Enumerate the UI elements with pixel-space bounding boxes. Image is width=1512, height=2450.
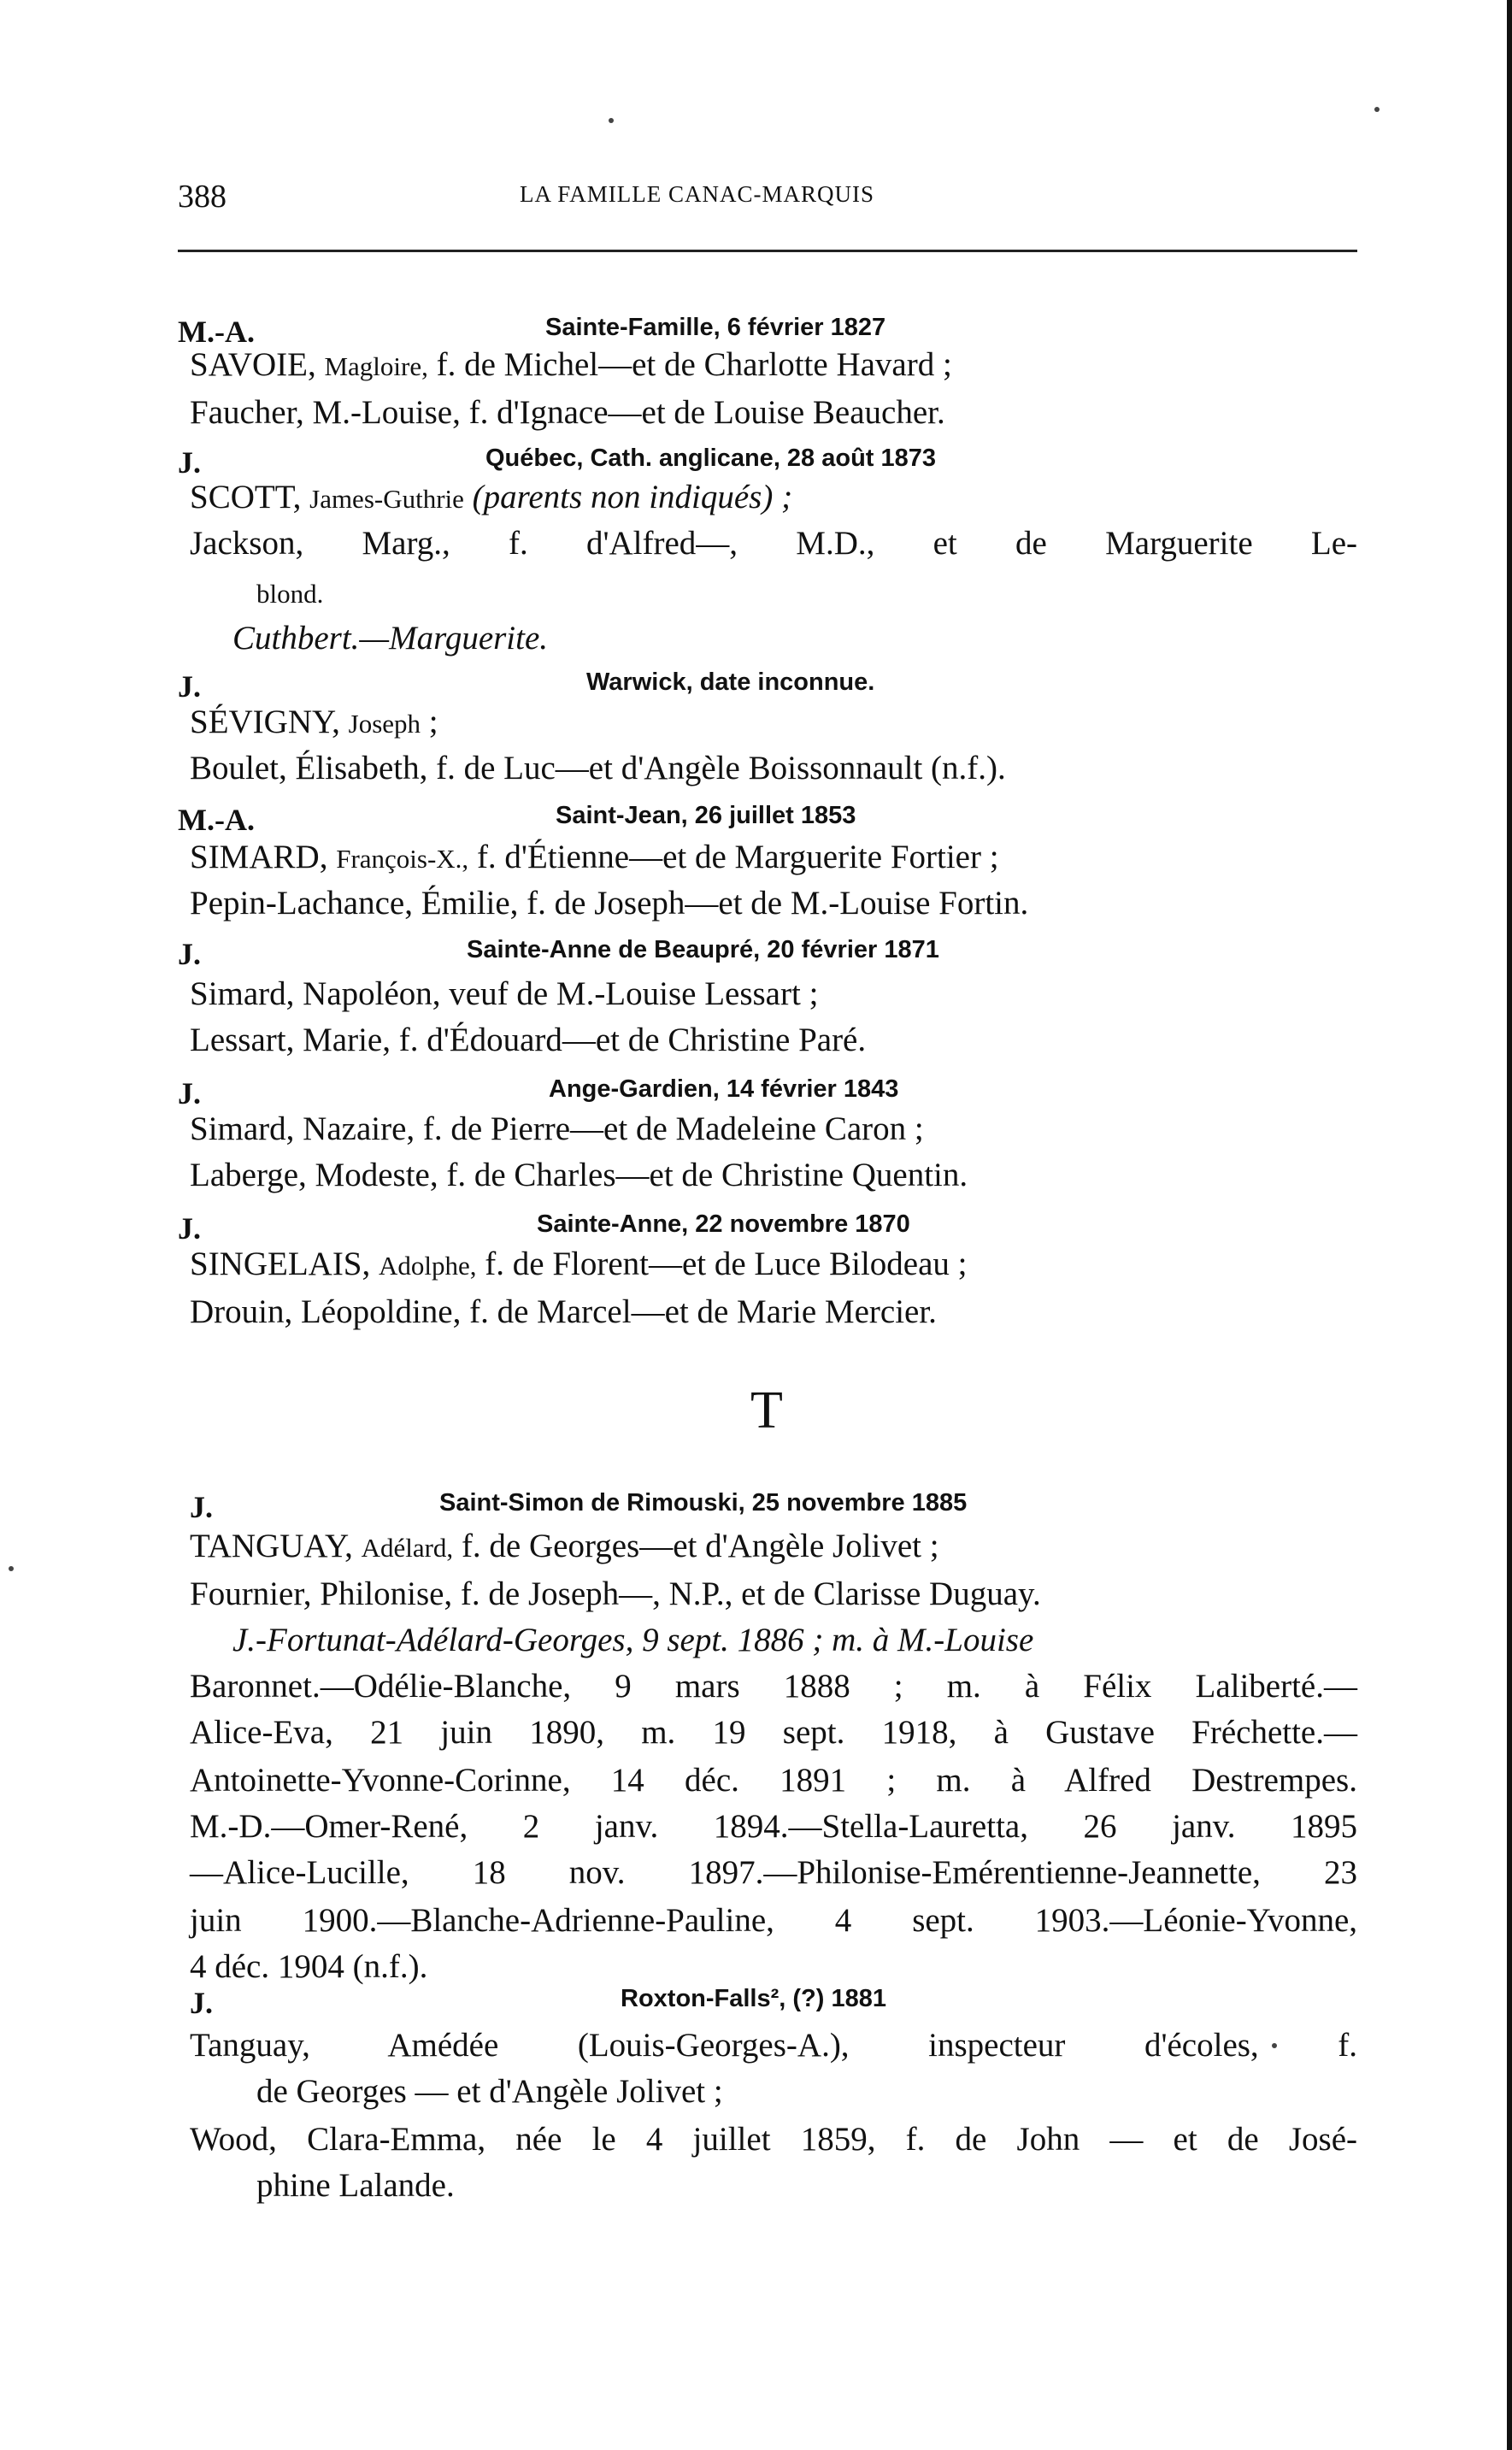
spouse-line: Jackson, Marg., f. d'Alfred—, M.D., et de Marguerite Le-: [190, 525, 1357, 562]
spouse-surname: SAVOIE,: [190, 346, 316, 383]
entry-code: J.: [178, 445, 201, 480]
spouse-line-continued: phine Lalande.: [256, 2167, 455, 2204]
spouse-line: Drouin, Léopoldine, f. de Marcel—et de Marie Mercier.: [190, 1293, 937, 1330]
entry-header: [178, 1210, 1357, 1245]
page-number: 388: [178, 179, 227, 215]
entry-code: M.-A.: [178, 803, 255, 837]
spouse-line: [190, 345, 952, 384]
speck: [9, 1566, 14, 1571]
entry-location: Sainte-Anne, 22 novembre 1870: [537, 1210, 910, 1238]
spouse-details: f. d'Étienne—et de Marguerite Fortier ;: [468, 839, 999, 875]
entry-code: J.: [178, 1211, 201, 1246]
entry-header: [178, 445, 1357, 479]
children-line: —Alice-Lucille, 18 nov. 1897.—Philonise-Emérentienne-Jeannette, 23: [190, 1854, 1357, 1891]
spouse-surname: SIMARD,: [190, 839, 328, 875]
spouse-details: f. de Georges—et d'Angèle Jolivet ;: [453, 1528, 939, 1564]
spouse-line: [190, 1527, 939, 1565]
spouse-given: Adolphe,: [379, 1251, 477, 1281]
children-line: J.-Fortunat-Adélard-Georges, 9 sept. 1886 ; m. à M.-Louise: [232, 1622, 1034, 1658]
spouse-line: Laberge, Modeste, f. de Charles—et de Christine Quentin.: [190, 1157, 968, 1193]
children-line: Baronnet.—Odélie-Blanche, 9 mars 1888 ; m. à Félix Laliberté.—: [190, 1668, 1357, 1705]
entry-code: J.: [190, 1986, 213, 2020]
spouse-line: [190, 703, 438, 741]
children-line: Alice-Eva, 21 juin 1890, m. 19 sept. 1918, à Gustave Fréchette.—: [190, 1714, 1357, 1751]
entry-header: [178, 668, 1357, 703]
entry-header: [178, 936, 1357, 970]
spouse-line: Pepin-Lachance, Émilie, f. de Joseph—et de M.-Louise Fortin.: [190, 885, 1029, 922]
entry-code: J.: [178, 669, 201, 704]
page-edge-shadow: [1507, 0, 1512, 2450]
spouse-given: Joseph: [348, 709, 421, 739]
entry-location: Sainte-Anne de Beaupré, 20 février 1871: [467, 936, 939, 963]
spouse-line: [190, 1245, 968, 1283]
speck: [609, 118, 614, 123]
entry-location: Saint-Jean, 26 juillet 1853: [556, 802, 856, 829]
entry-code: M.-A.: [178, 315, 255, 349]
children-line: juin 1900.—Blanche-Adrienne-Pauline, 4 sept. 1903.—Léonie-Yvonne,: [190, 1902, 1357, 1939]
entry-header: [178, 1075, 1357, 1110]
children-line: Cuthbert.—Marguerite.: [232, 620, 549, 657]
spouse-line: Wood, Clara-Emma, née le 4 juillet 1859, f. de John — et de José-: [190, 2121, 1357, 2158]
spouse-line-continued: de Georges — et d'Angèle Jolivet ;: [256, 2073, 723, 2110]
entry-location: Sainte-Famille, 6 février 1827: [545, 314, 886, 341]
entry-location: Québec, Cath. anglicane, 28 août 1873: [485, 445, 937, 472]
running-title: LA FAMILLE CANAC-MARQUIS: [520, 181, 875, 207]
spouse-details: (parents non indiqués) ;: [463, 479, 793, 515]
spouse-given: Magloire,: [324, 351, 428, 381]
spouse-surname: SCOTT,: [190, 479, 302, 515]
spouse-line: Simard, Napoléon, veuf de M.-Louise Lessart ;: [190, 975, 819, 1012]
spouse-line: Tanguay, Amédée (Louis-Georges-A.), inspecteur d'écoles, f.: [190, 2027, 1357, 2064]
entry-code: J.: [190, 1490, 213, 1524]
spouse-given: James-Guthrie: [309, 484, 464, 514]
section-letter: T: [750, 1381, 783, 1440]
spouse-line: Simard, Nazaire, f. de Pierre—et de Madeleine Caron ;: [190, 1110, 924, 1147]
spouse-details: ;: [421, 704, 438, 740]
spouse-line: Faucher, M.-Louise, f. d'Ignace—et de Louise Beaucher.: [190, 394, 945, 431]
spouse-surname: SINGELAIS,: [190, 1246, 371, 1282]
spouse-given: François-X.,: [336, 844, 469, 874]
entry-header: [178, 802, 1357, 836]
spouse-line: Fournier, Philonise, f. de Joseph—, N.P., et de Clarisse Duguay.: [190, 1575, 1041, 1612]
spouse-line-continued: blond.: [256, 579, 324, 609]
entry-header: [178, 314, 1357, 348]
entry-code: J.: [178, 937, 201, 971]
spouse-line: Lessart, Marie, f. d'Édouard—et de Christine Paré.: [190, 1022, 867, 1058]
children-line: Antoinette-Yvonne-Corinne, 14 déc. 1891 ; m. à Alfred Destrempes.: [190, 1762, 1357, 1799]
entry-header: [190, 1489, 1357, 1523]
entry-code: J.: [178, 1076, 201, 1110]
spouse-details: f. de Florent—et de Luce Bilodeau ;: [476, 1246, 968, 1282]
spouse-surname: TANGUAY,: [190, 1528, 353, 1564]
header-rule: [178, 250, 1357, 252]
entry-location: Warwick, date inconnue.: [586, 668, 875, 696]
spouse-line: Boulet, Élisabeth, f. de Luc—et d'Angèle Boissonnault (n.f.).: [190, 750, 1006, 786]
spouse-details: f. de Michel—et de Charlotte Havard ;: [427, 346, 952, 383]
spouse-given: Adélard,: [361, 1533, 454, 1563]
spouse-line: [190, 838, 999, 876]
entry-location: Ange-Gardien, 14 février 1843: [549, 1075, 899, 1103]
entry-location: Roxton-Falls², (?) 1881: [621, 1985, 886, 2012]
entry-location: Saint-Simon de Rimouski, 25 novembre 1885: [439, 1489, 968, 1517]
children-line: 4 déc. 1904 (n.f.).: [190, 1948, 428, 1985]
spouse-surname: SÉVIGNY,: [190, 704, 340, 740]
children-line: M.-D.—Omer-René, 2 janv. 1894.—Stella-Lauretta, 26 janv. 1895: [190, 1808, 1357, 1845]
speck: [1374, 107, 1380, 112]
entry-header: [190, 1985, 1357, 2019]
spouse-line: [190, 478, 792, 516]
